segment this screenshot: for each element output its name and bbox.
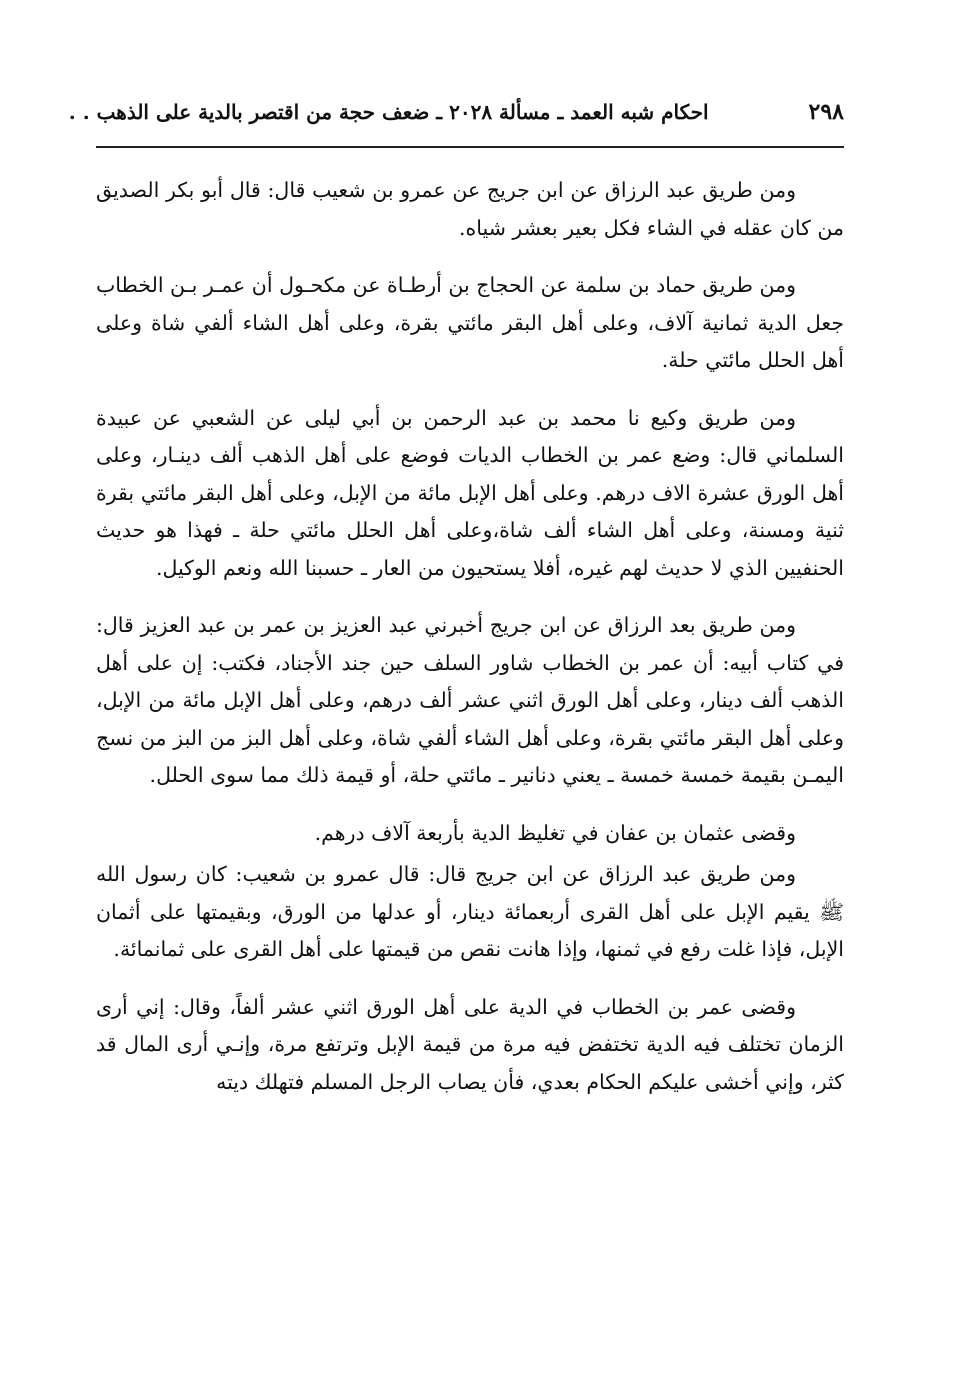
body-text [96,172,844,1121]
paragraph-umar: وقضى عمر بن الخطاب في الدية على أهل الورق اثني عشر ألفاً، وقال: إني أرى الزمان تختلف فيه الدية تختفض فيه مرة من قيمة الإبل وترتفع مرة، وإنـي أرى المال قد كثر، وإني أخشى عليكم الحكام بعدي، فأن يصاب الرجل المسلم فتهلك ديته [96,994,844,1094]
header-rule [96,146,844,148]
paragraph-amr-bin-shuayb: ومن طريق عبد الرزاق عن ابن جريج قال: قال عمرو بن شعيب: كان رسول الله ﷺ يقيم الإبل على أهل القرى أربعمائة دينار، أو عدلها من الورق، وبقيمتها على أثمان الإبل، فإذا غلت رفع في ثمنها، وإذا هانت نقص من قيمتها على أهل القرى على ثمانمائة. [96,862,844,961]
running-title: احكام شبه العمد ـ مسألة ٢٠٢٨ ـ ضعف حجة من اقتصر بالدية على الذهب . . [68,100,709,124]
paragraph-uthman: وقضى عثمان بن عفان في تغليظ الدية بأربعة آلاف درهم. [314,820,796,845]
running-header [68,92,844,132]
paragraph-waki: ومن طريق وكيع نا محمد بن عبد الرحمن بن أبي ليلى عن الشعبي عن عبيدة السلماني قال: وضع عمر بن الخطاب الديات فوضع على أهل الذهب ألف دينـار، وعلى أهل الورق عشرة الاف درهم. وعلى أهل الإبل مائة من الإبل، وعلى أهل البقر مائتي بقرة ثنية ومسنة، وعلى أهل الشاء ألف شاة،وعلى أهل الحلل مائتي حلة ـ فهذا هو حديث الحنفيين الذي لا حديث لهم غيره، أفلا يستحيون من العار ـ حسبنا الله ونعم الوكيل. [96,405,844,580]
paragraph-abd-al-aziz: ومن طريق بعد الرزاق عن ابن جريج أخبرني عبد العزيز بن عمر بن عبد العزيز قال: في كتاب أبيه: أن عمر بن الخطاب شاور السلف حين جند الأجناد، فكتب: إن على أهل الذهب ألف دينار، وعلى أهل الورق اثني عشر ألف درهم، وعلى أهل الإبل مائة من الإبل، وعلى أهل البقر مائتي بقرة، وعلى أهل الشاء ألفي شاة، وعلى أهل البز من البز من نسج اليمـن بقيمة خمسة خمسة ـ يعني دنانير ـ مائتي حلة، أو قيمة ذلك مما سوى الحلل. [96,613,844,787]
paragraph-hammad: ومن طريق حماد بن سلمة عن الحجاج بن أرطـاة عن مكحـول أن عمـر بـن الخطاب جعل الدية ثمانية آلاف، وعلى أهل البقر مائتي بقرة، وعلى أهل الشاء ألفي شاة وعلى أهل الحلل مائتي حلة. [96,273,844,372]
page-number: ٢٩٨ [808,99,844,125]
paragraph-abu-bakr: ومن طريق عبد الرزاق عن ابن جريج عن عمرو بن شعيب قال: قال أبو بكر الصديق من كان عقله في الشاء فكل بعير بعشر شياه. [96,178,844,240]
